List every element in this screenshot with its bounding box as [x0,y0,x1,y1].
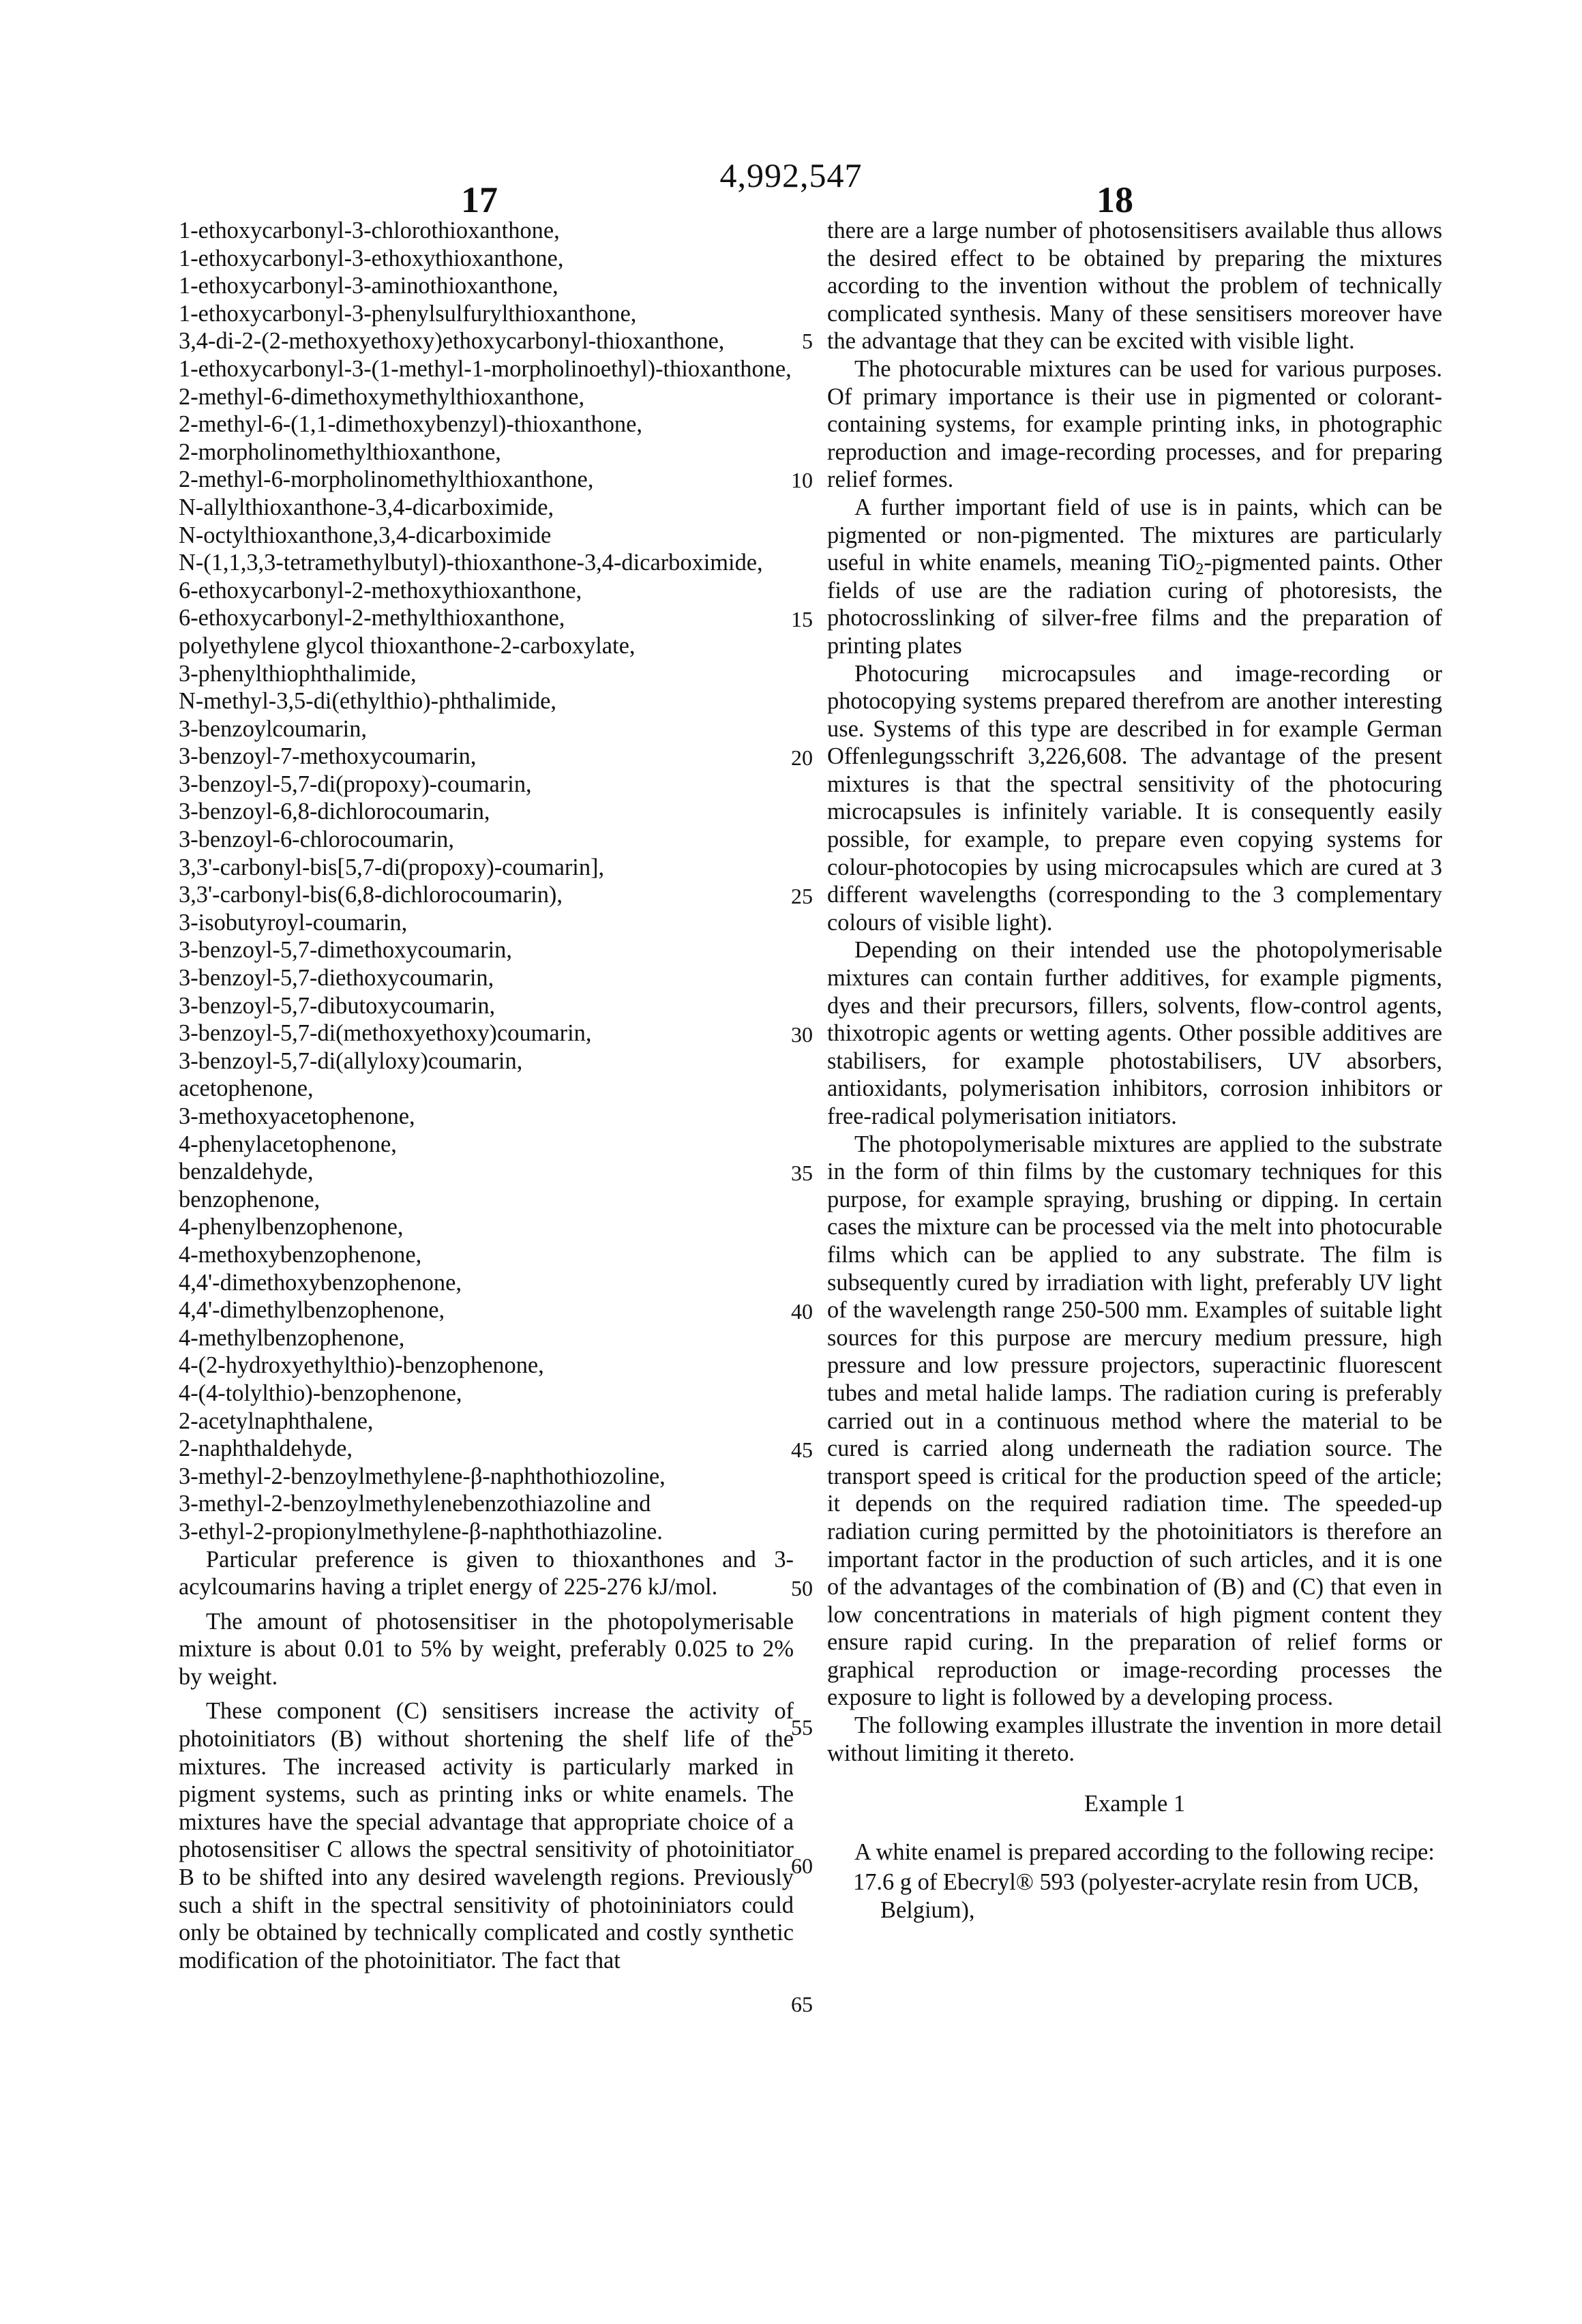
list-item: 4,4'-dimethylbenzophenone, [179,1296,794,1324]
paragraph: The photopolymerisable mixtures are applied to the substrate in the form of thin films by the customary techniques for this purpose, for example spraying, brushing or dipping. In certain cases the mixture can be processed via the melt into photocurable films which can be applied to any substrate. The film is subsequently cured by irradiation with light, preferably UV light of the wavelength range 250-500 mm. Examples of suitable light sources for this purpose are mercury medium pressure, high pressure and low pressure projectors, superactinic fluorescent tubes and metal halide lamps. The radiation curing is preferably carried out in a continuous method where the material to be cured is carried along underneath the radiation source. The transport speed is critical for the production speed of the article; it depends on the required radiation time. The speeded-up radiation curing permitted by the photoinitiators is therefore an important factor in the production of such articles, and it is one of the advantages of the combination of (B) and (C) that even in low concentrations in materials of high pigment content they ensure rapid curing. In the preparation of relief forms or graphical reproduction or image-recording processes the exposure to light is followed by a developing process. [827,1131,1442,1712]
line-number: 50 [779,1575,813,1602]
list-item: 3,3'-carbonyl-bis[5,7-di(propoxy)-coumarin], [179,854,794,882]
line-number: 25 [779,882,813,910]
paragraph [827,494,1442,660]
paragraph: Depending on their intended use the photopolymerisable mixtures can contain further additives, for example pigments, dyes and their precursors, fillers, solvents, flow-control agents, thixotropic agents or wetting agents. Other possible additives are stabilisers, for example photostabilisers, UV absorbers, antioxidants, polymerisation inhibitors, corrosion inhibitors or free-radical polymerisation initiators. [827,936,1442,1130]
paragraph: The photocurable mixtures can be used for various purposes. Of primary importance is their use in pigmented or colorant-containing systems, for example printing inks, in photographic reproduction and image-recording processes, and for preparing relief formes. [827,355,1442,494]
right-page-number: 18 [1096,179,1133,221]
list-item: 4-phenylacetophenone, [179,1131,794,1159]
list-item: 2-acetylnaphthalene, [179,1407,794,1435]
text-run: A further important field of use is in paints, which can be pigmented or non-pigmented. The mixtures are particularly useful in white enamels, meaning TiO [827,494,1442,576]
list-item: 4-phenylbenzophenone, [179,1213,794,1241]
list-item: 1-ethoxycarbonyl-3-chlorothioxanthone, [179,217,794,245]
list-item: benzophenone, [179,1186,794,1214]
list-item: N-(1,1,3,3-tetramethylbutyl)-thioxanthone-3,4-dicarboximide, [179,549,794,577]
list-item: 3,4-di-2-(2-methoxyethoxy)ethoxycarbonyl-thioxanthone, [179,327,794,355]
list-item: 4-(4-tolylthio)-benzophenone, [179,1380,794,1407]
list-item: 3-methyl-2-benzoylmethylene-β-naphthothiozoline, [179,1463,794,1491]
right-column [827,217,1442,1924]
list-item: 1-ethoxycarbonyl-3-(1-methyl-1-morpholinoethyl)-thioxanthone, [179,355,794,383]
paragraph: Particular preference is given to thioxanthones and 3-acylcoumarins having a triplet energy of 225-276 kJ/mol. [179,1546,794,1601]
list-item: 3-benzoyl-5,7-di(allyloxy)coumarin, [179,1047,794,1075]
list-item: 3-benzoyl-5,7-di(methoxyethoxy)coumarin, [179,1019,794,1047]
compound-list [179,217,794,1546]
list-item: 4-methylbenzophenone, [179,1324,794,1352]
list-item: 6-ethoxycarbonyl-2-methylthioxanthone, [179,604,794,632]
list-item: 4-(2-hydroxyethylthio)-benzophenone, [179,1352,794,1380]
list-item: 3-benzoyl-5,7-dimethoxycoumarin, [179,936,794,964]
paragraph: These component (C) sensitisers increase the activity of photoinitiators (B) without shortening the shelf life of the mixtures. The increased activity is particularly marked in pigment systems, such as printing inks or white enamels. The mixtures have the special advantage that appropriate choice of a photosensitiser C allows the spectral sensitivity of photoinitiator B to be shifted into any desired wavelength regions. Previously such a shift in the spectral sensitivity of photoininiators could only be obtained by technically complicated and costly synthetic modification of the photoinitiator. The fact that [179,1697,794,1974]
list-item: 2-morpholinomethylthioxanthone, [179,438,794,466]
list-item: 3,3'-carbonyl-bis(6,8-dichlorocoumarin), [179,881,794,909]
left-page-number: 17 [461,179,498,221]
line-number: 10 [779,466,813,494]
left-column [179,217,794,1974]
list-item: 3-ethyl-2-propionylmethylene-β-naphthothiazoline. [179,1518,794,1546]
line-number: 15 [779,606,813,633]
line-number: 65 [779,1991,813,2018]
list-item: 4-methoxybenzophenone, [179,1241,794,1269]
list-item: polyethylene glycol thioxanthone-2-carboxylate, [179,632,794,660]
line-number: 30 [779,1021,813,1048]
list-item: 3-methoxyacetophenone, [179,1103,794,1131]
list-item: 2-methyl-6-(1,1-dimethoxybenzyl)-thioxanthone, [179,411,794,438]
list-item: 3-benzoyl-6-chlorocoumarin, [179,826,794,854]
paragraph: The amount of photosensitiser in the photopolymerisable mixture is about 0.01 to 5% by weight, preferably 0.025 to 2% by weight. [179,1608,794,1691]
list-item: 3-benzoyl-5,7-dibutoxycoumarin, [179,992,794,1020]
list-item: 3-phenylthiophthalimide, [179,660,794,688]
list-item: acetophenone, [179,1075,794,1103]
paragraph: The following examples illustrate the invention in more detail without limiting it thereto. [827,1712,1442,1767]
list-item: 3-benzoyl-7-methoxycoumarin, [179,743,794,771]
example-heading: Example 1 [827,1790,1442,1818]
paragraph: Photocuring microcapsules and image-recording or photocopying systems prepared therefrom are another interesting use. Systems of this type are described in for example German Offenlegungsschrift 3,226,608. The advantage of the present mixtures is that the spectral sensitivity of the photocuring microcapsules is infinitely variable. It is consequently easily possible, for example, to prepare even copying systems for colour-photocopies by using microcapsules which are cured at 3 different wavelengths (corresponding to the 3 complementary colours of visible light). [827,660,1442,937]
list-item: 2-methyl-6-dimethoxymethylthioxanthone, [179,383,794,411]
text-run: -pigmented paints. Other fields of use are the radiation curing of photoresists, the photocrosslinking of silver-free films and the preparation of printing plates [827,550,1442,659]
paragraph: A white enamel is prepared according to the following recipe: [827,1838,1442,1866]
list-item: 1-ethoxycarbonyl-3-aminothioxanthone, [179,272,794,300]
list-item: 2-naphthaldehyde, [179,1435,794,1463]
line-number: 40 [779,1298,813,1325]
list-item: 4,4'-dimethoxybenzophenone, [179,1269,794,1297]
list-item: 2-methyl-6-morpholinomethylthioxanthone, [179,466,794,494]
list-item: 3-benzoyl-5,7-di(propoxy)-coumarin, [179,771,794,799]
line-number: 60 [779,1852,813,1879]
recipe-item: 17.6 g of Ebecryl® 593 (polyester-acrylate resin from UCB, Belgium), [827,1868,1442,1924]
line-number: 35 [779,1159,813,1187]
list-item: 3-benzoyl-5,7-diethoxycoumarin, [179,964,794,992]
line-number: 45 [779,1436,813,1463]
line-number: 20 [779,744,813,771]
list-item: N-allylthioxanthone-3,4-dicarboximide, [179,494,794,522]
list-item: N-octylthioxanthone,3,4-dicarboximide [179,522,794,550]
list-item: N-methyl-3,5-di(ethylthio)-phthalimide, [179,687,794,715]
subscript: 2 [1195,561,1204,578]
list-item: 3-isobutyroyl-coumarin, [179,909,794,937]
paragraph: there are a large number of photosensitisers available thus allows the desired effect to be obtained by preparing the mixtures according to the invention without the problem of technically complicated synthesis. Many of these sensitisers moreover have the advantage that they can be excited with visible light. [827,217,1442,355]
list-item: 6-ethoxycarbonyl-2-methoxythioxanthone, [179,577,794,605]
list-item: 3-benzoyl-6,8-dichlorocoumarin, [179,798,794,826]
list-item: benzaldehyde, [179,1158,794,1186]
list-item: 3-benzoylcoumarin, [179,715,794,743]
list-item: 1-ethoxycarbonyl-3-phenylsulfurylthioxanthone, [179,300,794,328]
list-item: 1-ethoxycarbonyl-3-ethoxythioxanthone, [179,245,794,273]
list-item: 3-methyl-2-benzoylmethylenebenzothiazoline and [179,1490,794,1518]
line-number: 5 [779,327,813,355]
line-number: 55 [779,1714,813,1741]
patent-number: 4,992,547 [0,155,1582,195]
